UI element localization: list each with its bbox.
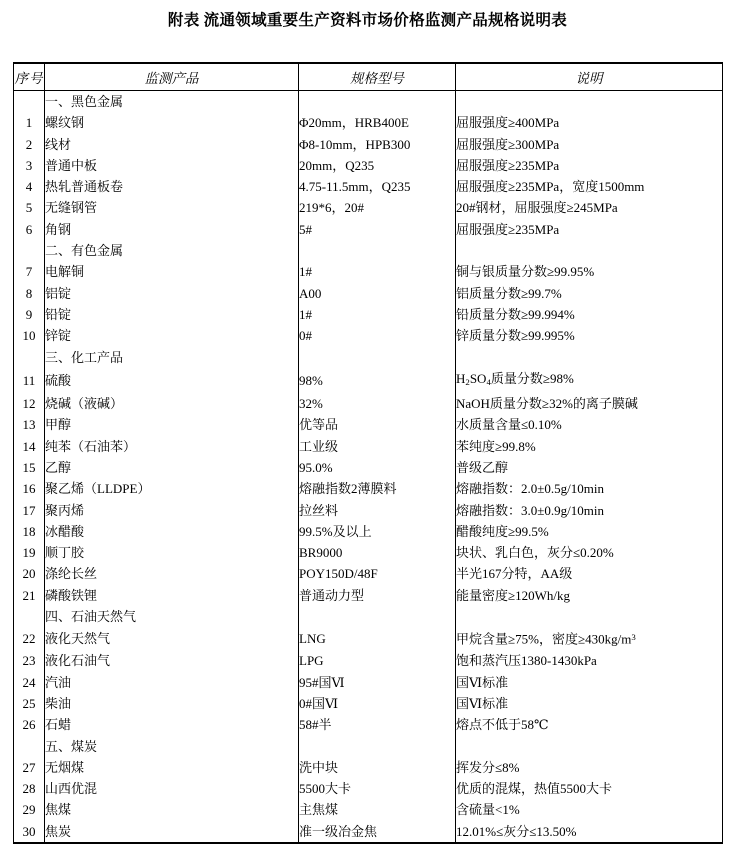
cell-description: 苯纯度≥99.8% xyxy=(456,436,723,457)
cell-spec: 58#半 xyxy=(299,714,456,735)
cell-description: 熔融指数：2.0±0.5g/10min xyxy=(456,478,723,499)
cell-product: 涤纶长丝 xyxy=(45,563,299,584)
cell-index: 15 xyxy=(14,457,45,478)
cell-description: 屈服强度≥400MPa xyxy=(456,112,723,133)
cell-spec: 95#国Ⅵ xyxy=(299,672,456,693)
table-row xyxy=(14,693,723,714)
cell-index: 26 xyxy=(14,714,45,735)
cell-spec xyxy=(299,240,456,261)
cell-description: 熔点不低于58℃ xyxy=(456,714,723,735)
cell-description: NaOH质量分数≥32%的离子膜碱 xyxy=(456,393,723,414)
cell-index: 18 xyxy=(14,521,45,542)
spec-table xyxy=(13,62,723,844)
cell-spec: 普通动力型 xyxy=(299,585,456,606)
cell-description: 铅质量分数≥99.994% xyxy=(456,304,723,325)
cell-product: 普通中板 xyxy=(45,155,299,176)
cell-index: 21 xyxy=(14,585,45,606)
table-row xyxy=(14,197,723,218)
cell-spec: 0#国Ⅵ xyxy=(299,693,456,714)
cell-spec: BR9000 xyxy=(299,542,456,563)
cell-index xyxy=(14,91,45,113)
cell-product: 无缝钢管 xyxy=(45,197,299,218)
cell-index: 10 xyxy=(14,325,45,346)
cell-spec: 主焦煤 xyxy=(299,799,456,820)
cell-index: 29 xyxy=(14,799,45,820)
cell-spec: 20mm，Q235 xyxy=(299,155,456,176)
cell-description: 熔融指数：3.0±0.9g/10min xyxy=(456,500,723,521)
cell-product: 铅锭 xyxy=(45,304,299,325)
cell-spec xyxy=(299,91,456,113)
cell-description: 屈服强度≥235MPa，宽度1500mm xyxy=(456,176,723,197)
table-row xyxy=(14,436,723,457)
cell-index xyxy=(14,240,45,261)
table-row xyxy=(14,627,723,650)
table-row xyxy=(14,542,723,563)
cell-index: 20 xyxy=(14,563,45,584)
table-section-row xyxy=(14,347,723,368)
cell-description: 国Ⅵ标准 xyxy=(456,672,723,693)
table-row xyxy=(14,283,723,304)
cell-product: 石蜡 xyxy=(45,714,299,735)
cell-product: 顺丁胶 xyxy=(45,542,299,563)
table-header-row xyxy=(14,63,723,91)
column-header-index: 序号 xyxy=(14,63,45,91)
cell-index xyxy=(14,606,45,627)
cell-description: 屈服强度≥235MPa xyxy=(456,219,723,240)
cell-product: 角钢 xyxy=(45,219,299,240)
cell-spec xyxy=(299,347,456,368)
table-section-row xyxy=(14,606,723,627)
cell-description xyxy=(456,91,723,113)
table-section-row xyxy=(14,736,723,757)
cell-description xyxy=(456,347,723,368)
cell-section-title: 三、化工产品 xyxy=(45,347,299,368)
cell-description: 甲烷含量≥75%，密度$\ge 430kg/m^3$ xyxy=(456,627,723,650)
cell-spec: LNG xyxy=(299,627,456,650)
cell-description: 块状、乳白色，灰分≤0.20% xyxy=(456,542,723,563)
cell-spec: 5# xyxy=(299,219,456,240)
cell-product: 硫酸 xyxy=(45,368,299,393)
cell-description: 铝质量分数≥99.7% xyxy=(456,283,723,304)
cell-spec: 219*6，20# xyxy=(299,197,456,218)
cell-index: 1 xyxy=(14,112,45,133)
cell-index: 19 xyxy=(14,542,45,563)
cell-description: 锌质量分数≥99.995% xyxy=(456,325,723,346)
cell-spec: 4.75-11.5mm，Q235 xyxy=(299,176,456,197)
cell-product: 柴油 xyxy=(45,693,299,714)
cell-product: 冰醋酸 xyxy=(45,521,299,542)
cell-spec: 1# xyxy=(299,261,456,282)
cell-spec: 熔融指数2薄膜料 xyxy=(299,478,456,499)
table-row xyxy=(14,261,723,282)
cell-spec xyxy=(299,736,456,757)
cell-index: 13 xyxy=(14,414,45,435)
cell-index: 22 xyxy=(14,627,45,650)
cell-description xyxy=(456,736,723,757)
table-row xyxy=(14,650,723,671)
cell-description: 12.01%≤灰分≤13.50% xyxy=(456,821,723,843)
column-header-spec: 规格型号 xyxy=(299,63,456,91)
column-header-product: 监测产品 xyxy=(45,63,299,91)
cell-product: 螺纹钢 xyxy=(45,112,299,133)
table-row xyxy=(14,778,723,799)
cell-product: 聚丙烯 xyxy=(45,500,299,521)
cell-spec: 95.0% xyxy=(299,457,456,478)
cell-product: 热轧普通板卷 xyxy=(45,176,299,197)
cell-section-title: 二、有色金属 xyxy=(45,240,299,261)
cell-index xyxy=(14,347,45,368)
cell-description: 屈服强度≥235MPa xyxy=(456,155,723,176)
table-row xyxy=(14,414,723,435)
cell-spec: 洗中块 xyxy=(299,757,456,778)
table-body xyxy=(14,91,723,844)
table-section-row xyxy=(14,240,723,261)
cell-description xyxy=(456,240,723,261)
table-row xyxy=(14,155,723,176)
cell-description: 普级乙醇 xyxy=(456,457,723,478)
cell-spec: 32% xyxy=(299,393,456,414)
cell-spec: 1# xyxy=(299,304,456,325)
cell-spec: 工业级 xyxy=(299,436,456,457)
cell-description: 能量密度≥120Wh/kg xyxy=(456,585,723,606)
cell-description: 挥发分≤8% xyxy=(456,757,723,778)
cell-product: 铝锭 xyxy=(45,283,299,304)
cell-spec: 5500大卡 xyxy=(299,778,456,799)
cell-description xyxy=(456,606,723,627)
cell-product: 无烟煤 xyxy=(45,757,299,778)
table-row xyxy=(14,219,723,240)
cell-spec: 优等品 xyxy=(299,414,456,435)
cell-spec: POY150D/48F xyxy=(299,563,456,584)
cell-product: 液化石油气 xyxy=(45,650,299,671)
cell-index: 5 xyxy=(14,197,45,218)
cell-product: 电解铜 xyxy=(45,261,299,282)
cell-description: $H_2SO_4$质量分数≥98% xyxy=(456,368,723,393)
table-row xyxy=(14,500,723,521)
table-row xyxy=(14,176,723,197)
cell-index: 30 xyxy=(14,821,45,843)
cell-spec: LPG xyxy=(299,650,456,671)
cell-spec: 准一级冶金焦 xyxy=(299,821,456,843)
cell-description: 国Ⅵ标准 xyxy=(456,693,723,714)
cell-description: 饱和蒸汽压1380-1430kPa xyxy=(456,650,723,671)
cell-product: 锌锭 xyxy=(45,325,299,346)
cell-spec: Φ20mm，HRB400E xyxy=(299,112,456,133)
page-title: 附表 流通领域重要生产资料市场价格监测产品规格说明表 xyxy=(167,12,568,29)
cell-index: 8 xyxy=(14,283,45,304)
cell-product: 液化天然气 xyxy=(45,627,299,650)
cell-spec: 0# xyxy=(299,325,456,346)
cell-index: 27 xyxy=(14,757,45,778)
cell-product: 烧碱（液碱） xyxy=(45,393,299,414)
cell-spec: 99.5%及以上 xyxy=(299,521,456,542)
table-row xyxy=(14,821,723,843)
cell-index: 28 xyxy=(14,778,45,799)
cell-index: 16 xyxy=(14,478,45,499)
cell-spec: A00 xyxy=(299,283,456,304)
cell-product: 甲醇 xyxy=(45,414,299,435)
cell-section-title: 一、黑色金属 xyxy=(45,91,299,113)
cell-description: 铜与银质量分数≥99.95% xyxy=(456,261,723,282)
cell-index: 23 xyxy=(14,650,45,671)
table-row xyxy=(14,393,723,414)
cell-description: 含硫量<1% xyxy=(456,799,723,820)
cell-index: 25 xyxy=(14,693,45,714)
cell-section-title: 四、石油天然气 xyxy=(45,606,299,627)
column-header-description: 说明 xyxy=(456,63,723,91)
cell-index: 24 xyxy=(14,672,45,693)
cell-product: 乙醇 xyxy=(45,457,299,478)
cell-product: 焦炭 xyxy=(45,821,299,843)
table-section-row xyxy=(14,91,723,113)
table-row xyxy=(14,478,723,499)
cell-description: 20#钢材，屈服强度≥245MPa xyxy=(456,197,723,218)
cell-index: 2 xyxy=(14,134,45,155)
cell-spec: 98% xyxy=(299,368,456,393)
table-row xyxy=(14,672,723,693)
cell-description: 醋酸纯度≥99.5% xyxy=(456,521,723,542)
cell-index: 4 xyxy=(14,176,45,197)
table-header xyxy=(14,63,723,91)
cell-description: 屈服强度≥300MPa xyxy=(456,134,723,155)
table-row xyxy=(14,304,723,325)
table-row xyxy=(14,799,723,820)
cell-index: 9 xyxy=(14,304,45,325)
cell-product: 山西优混 xyxy=(45,778,299,799)
table-row xyxy=(14,714,723,735)
cell-description: 优质的混煤，热值5500大卡 xyxy=(456,778,723,799)
cell-index: 12 xyxy=(14,393,45,414)
cell-product: 磷酸铁锂 xyxy=(45,585,299,606)
table-row xyxy=(14,112,723,133)
table-row xyxy=(14,521,723,542)
table-row xyxy=(14,457,723,478)
cell-index: 17 xyxy=(14,500,45,521)
cell-product: 汽油 xyxy=(45,672,299,693)
cell-product: 聚乙烯（LLDPE） xyxy=(45,478,299,499)
cell-spec xyxy=(299,606,456,627)
table-row xyxy=(14,325,723,346)
table-row xyxy=(14,368,723,393)
cell-index: 11 xyxy=(14,368,45,393)
table-row xyxy=(14,134,723,155)
cell-description: 水质量含量≤0.10% xyxy=(456,414,723,435)
cell-spec: Φ8-10mm，HPB300 xyxy=(299,134,456,155)
cell-index: 7 xyxy=(14,261,45,282)
cell-product: 焦煤 xyxy=(45,799,299,820)
cell-section-title: 五、煤炭 xyxy=(45,736,299,757)
cell-index xyxy=(14,736,45,757)
cell-spec: 拉丝料 xyxy=(299,500,456,521)
cell-description: 半光167分特，AA级 xyxy=(456,563,723,584)
cell-product: 纯苯（石油苯） xyxy=(45,436,299,457)
cell-index: 3 xyxy=(14,155,45,176)
table-row xyxy=(14,757,723,778)
table-row xyxy=(14,585,723,606)
table-row xyxy=(14,563,723,584)
cell-index: 14 xyxy=(14,436,45,457)
cell-product: 线材 xyxy=(45,134,299,155)
cell-index: 6 xyxy=(14,219,45,240)
